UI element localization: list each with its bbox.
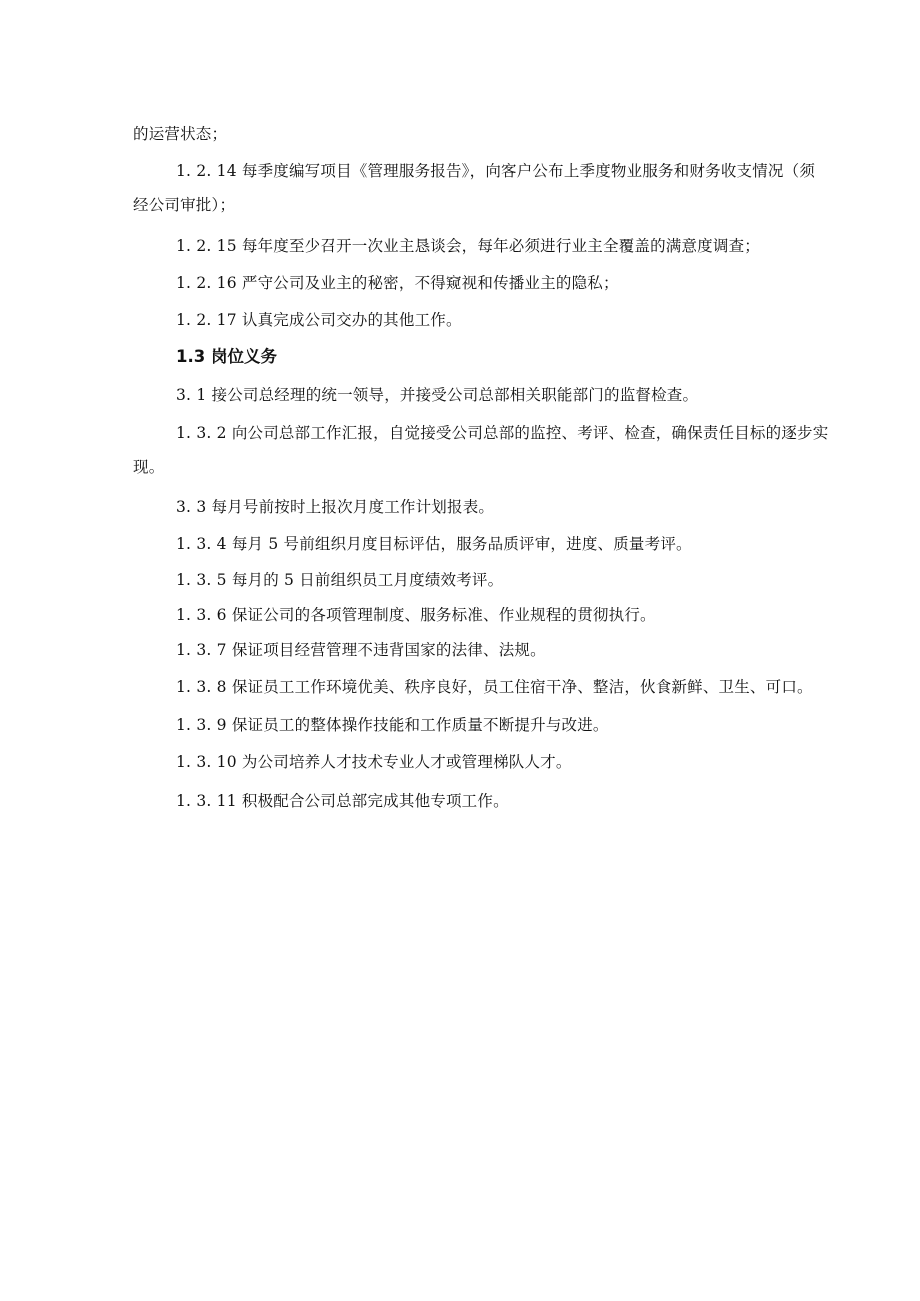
- paragraph-1-3-2-line-2: 现。: [133, 458, 165, 476]
- paragraph-1-3-6: 1. 3. 6 保证公司的各项管理制度、服务标准、作业规程的贯彻执行。: [176, 606, 656, 624]
- paragraph-1-3-8: 1. 3. 8 保证员工工作环境优美、秩序良好，员工住宿干净、整洁，伙食新鲜、卫生、可口。: [176, 678, 813, 696]
- paragraph-1-3-9: 1. 3. 9 保证员工的整体操作技能和工作质量不断提升与改进。: [176, 716, 609, 734]
- paragraph-1-2-16: 1. 2. 16 严守公司及业主的秘密，不得窥视和传播业主的隐私；: [176, 274, 619, 292]
- paragraph-1-3-10: 1. 3. 10 为公司培养人才技术专业人才或管理梯队人才。: [176, 753, 572, 771]
- paragraph-1-3-2: [133, 416, 875, 484]
- paragraph-1-3-4: 1. 3. 4 每月 5 号前组织月度目标评估，服务品质评审，进度、质量考评。: [176, 535, 692, 553]
- paragraph-1-2-17: 1. 2. 17 认真完成公司交办的其他工作。: [176, 311, 462, 329]
- paragraph-1-3-7: 1. 3. 7 保证项目经营管理不违背国家的法律、法规。: [176, 641, 546, 659]
- paragraph-1-3-5: 1. 3. 5 每月的 5 日前组织员工月度绩效考评。: [176, 571, 504, 589]
- paragraph-1-3-2-line-1: 1. 3. 2 向公司总部工作汇报，自觉接受公司总部的监控、考评、检查，确保责任目标的逐步实: [176, 424, 829, 442]
- paragraph-1-3-11: 1. 3. 11 积极配合公司总部完成其他专项工作。: [176, 792, 509, 810]
- paragraph-1-2-14-line-2: 经公司审批）；: [133, 196, 236, 214]
- paragraph-1-2-14-line-1: 1. 2. 14 每季度编写项目《管理服务报告》，向客户公布上季度物业服务和财务收支情况（须: [176, 162, 816, 180]
- section-heading-1-3: 1.3 岗位义务: [176, 347, 277, 366]
- paragraph-continuation: 的运营状态；: [133, 125, 228, 143]
- paragraph-1-2-14: [133, 154, 875, 222]
- paragraph-3-3: 3. 3 每月号前按时上报次月度工作计划报表。: [176, 498, 495, 516]
- paragraph-3-1: 3. 1 接公司总经理的统一领导，并接受公司总部相关职能部门的监督检查。: [176, 386, 699, 404]
- paragraph-1-2-15: 1. 2. 15 每年度至少召开一次业主恳谈会，每年必须进行业主全覆盖的满意度调查；: [176, 237, 760, 255]
